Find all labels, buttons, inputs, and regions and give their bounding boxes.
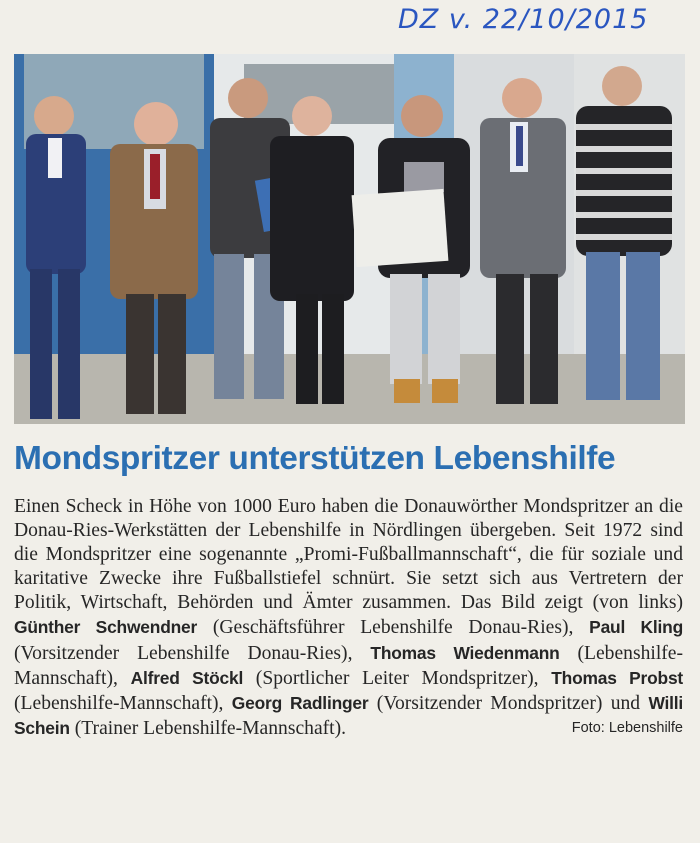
person-role: (Vorsitzender Lebenshilfe Donau-Ries), [14,642,353,664]
photo-credit: Foto: Lebenshilfe [571,719,683,736]
handwritten-date-stamp: DZ v. 22/10/2015 [398,4,649,35]
person-role: (Vorsitzender Mondspritzer) und [376,692,641,714]
person-role: (Trainer Lebenshilfe-Mannschaft). [74,717,347,739]
article-intro: Einen Scheck in Höhe von 1000 Euro haben die Donauwörther Mondspritzer an die Donau-Ries-Werkstätten der Lebenshilfe in Nördlingen übergeben. Seit 1972 sind die Mondspritzer eine sogenannte „Promi-Fußballmannschaft“, die für soziale und karitative Zwecke ihre Fußballstiefel schnürt. Sie setzt sich aus Vertretern der Politik, Wirtschaft, Behörden und Ämter zusammen. Das Bild zeigt (von links) [14,496,683,614]
person-role: (Geschäftsführer Lebenshilfe Donau-Ries), [212,617,574,639]
person-name: Thomas Wiedenmann [370,642,560,663]
person-name: Günther Schwendner [14,617,198,638]
person-name: Thomas Probst [551,667,684,688]
person-name: Georg Radlinger [231,692,369,713]
person-role: (Sportlicher Leiter Mondspritzer), [255,667,539,689]
article-body [14,495,683,741]
person-name: Paul Kling [589,617,684,638]
person-role: (Lebenshilfe-Mannschaft), [14,692,224,714]
person-name: Willi Schein [14,692,684,738]
article-photo [14,54,685,424]
person-role: (Lebenshilfe-Mannschaft), [14,642,684,689]
article-headline: Mondspritzer unterstützen Lebenshilfe [14,440,616,477]
person-name: Alfred Stöckl [130,667,244,688]
